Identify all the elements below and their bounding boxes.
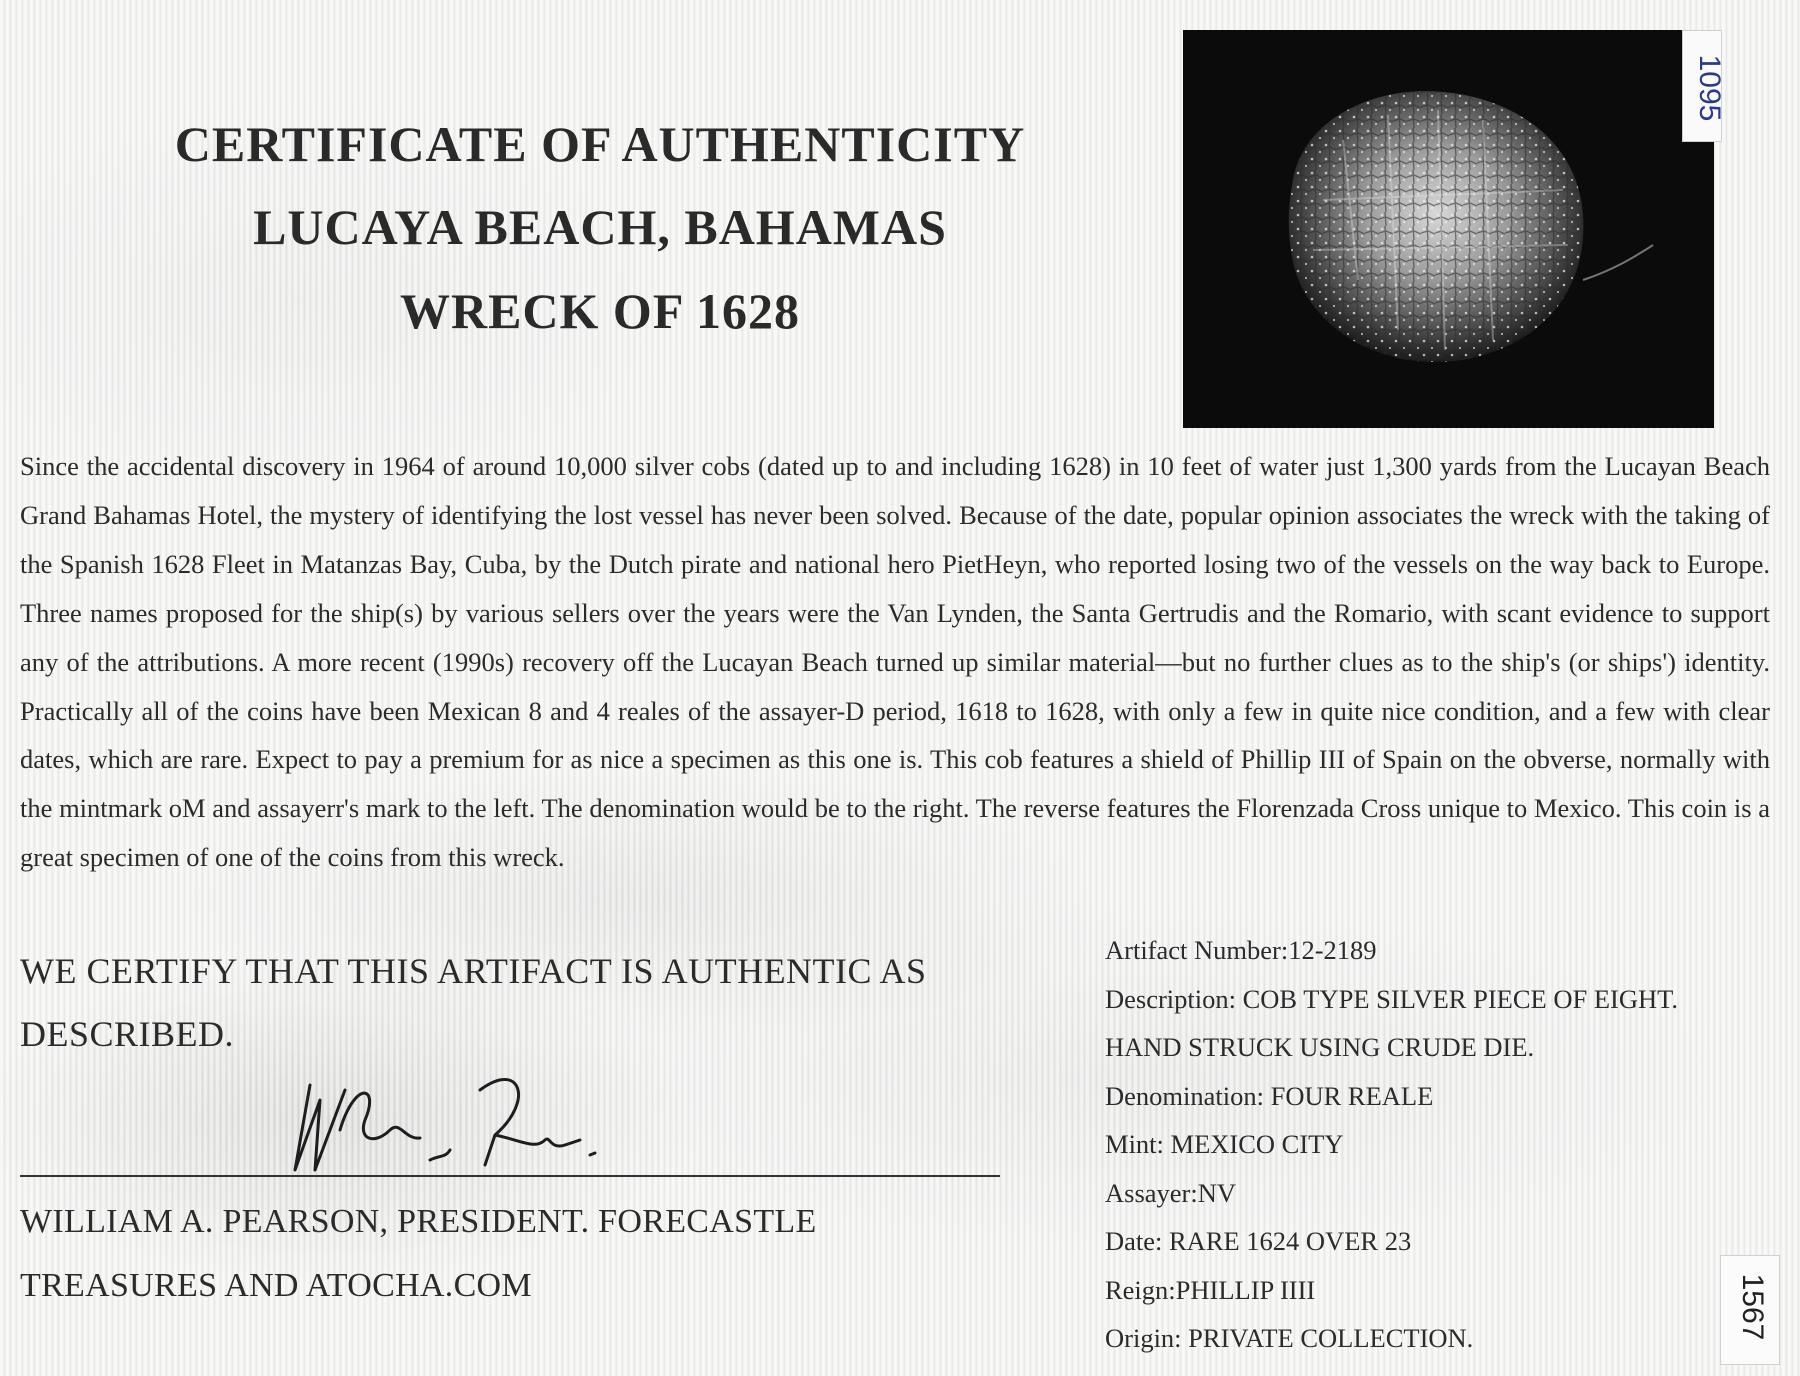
artifact-details — [1105, 926, 1765, 1363]
silver-cob-coin-image — [1183, 30, 1714, 428]
signer-company: TREASURES AND ATOCHA.COM — [20, 1267, 532, 1304]
artifact-denomination: Denomination: FOUR REALE — [1105, 1080, 1434, 1111]
certification-statement — [20, 940, 1020, 1066]
artifact-assayer: Assayer:NV — [1105, 1177, 1236, 1208]
artifact-reign: Reign:PHILLIP IIII — [1105, 1274, 1316, 1305]
artifact-origin: Origin: PRIVATE COLLECTION. — [1105, 1323, 1474, 1353]
certification-line-1: WE CERTIFY THAT THIS ARTIFACT IS AUTHENTIC AS — [20, 951, 927, 991]
inventory-number: 1567 — [1736, 1273, 1769, 1341]
artifact-description: Description: COB TYPE SILVER PIECE OF EIGHT. — [1105, 983, 1678, 1014]
location-title: LUCAYA BEACH, BAHAMAS — [253, 199, 947, 255]
signer-name: WILLIAM A. PEARSON, PRESIDENT. FORECASTLE — [20, 1203, 817, 1240]
signature-image — [280, 1060, 680, 1190]
artifact-description-cont: HAND STRUCK USING CRUDE DIE. — [1105, 1032, 1535, 1062]
photo-label-number: 1095 — [1693, 54, 1726, 122]
artifact-mint: Mint: MEXICO CITY — [1105, 1129, 1344, 1159]
certificate-title: CERTIFICATE OF AUTHENTICITY — [174, 116, 1026, 172]
signature-line — [20, 1175, 1000, 1177]
certification-line-2: DESCRIBED. — [20, 1014, 235, 1054]
wreck-title: WRECK OF 1628 — [399, 283, 801, 339]
history-paragraph: Since the accidental discovery in 1964 of around 10,000 silver cobs (dated up to and including 1628) in 10 feet of water just 1,300 yards from the Lucayan Beach Grand Bahamas Hotel, the mystery of identifying the lost vessel has never been solved. Because of the date, popular opinion associates the wreck with the taking of the Spanish 1628 Fleet in Matanzas Bay, Cuba, by the Dutch pirate and national hero PietHeyn, who reported losing two of the vessels on the way back to Europe. Three names proposed for the ship(s) by various sellers over the years were the Van Lynden, the Santa Gertrudis and the Romario, with scant evidence to support any of the attributions. A more recent (1990s) recovery off the Lucayan Beach turned up similar material—but no further clues as to the ship's (or ships') identity. Practically all of the coins have been Mexican 8 and 4 reales of the assayer-D period, 1618 to 1628, with only a few in quite nice condition, and a few with clear dates, which are rare. Expect to pay a premium for as nice a specimen as this one is. This cob features a shield of Phillip III of Spain on the obverse, normally with the mintmark oM and assayerr's mark to the left. The denomination would be to the right. The reverse features the Florenzada Cross unique to Mexico. This coin is a great specimen of one of the coins from this wreck. — [20, 451, 1770, 873]
artifact-number: Artifact Number:12-2189 — [1105, 935, 1377, 965]
signer-block — [20, 1190, 1020, 1318]
artifact-date: Date: RARE 1624 OVER 23 — [1105, 1226, 1412, 1256]
coin-photograph — [1183, 30, 1714, 428]
